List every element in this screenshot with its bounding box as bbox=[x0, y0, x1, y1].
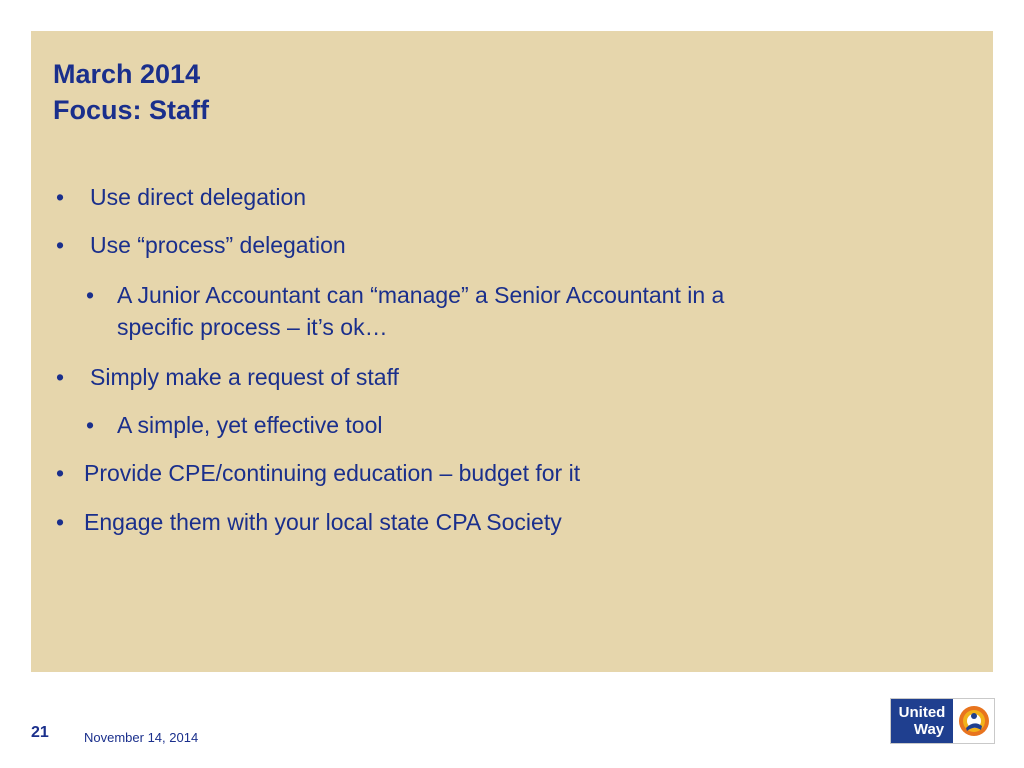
bullet-item: Use direct delegation bbox=[90, 184, 307, 210]
sub-bullet-item: A simple, yet effective tool bbox=[117, 412, 383, 438]
bullet-marker: • bbox=[56, 460, 65, 486]
title-line-1: March 2014 bbox=[53, 59, 201, 89]
bullet-marker: • bbox=[56, 364, 65, 390]
sub-bullet-item: A Junior Accountant can “manage” a Senior Accountant in a bbox=[117, 282, 725, 308]
title-line-2: Focus: Staff bbox=[53, 95, 210, 125]
bullet-marker: • bbox=[56, 184, 65, 210]
logo-line-1: United bbox=[898, 704, 946, 721]
slide-number: 21 bbox=[31, 724, 49, 741]
sub-bullet-item-continued: specific process – it’s ok… bbox=[117, 314, 388, 340]
bullet-marker: • bbox=[56, 232, 65, 258]
sub-bullet-marker: • bbox=[86, 412, 95, 438]
bullet-item: Use “process” delegation bbox=[90, 232, 346, 258]
bullet-item: Engage them with your local state CPA Society bbox=[84, 509, 562, 535]
hand-rainbow-icon bbox=[953, 699, 994, 743]
sub-bullet-marker: • bbox=[86, 282, 95, 308]
logo-line-2: Way bbox=[913, 721, 945, 738]
logo-wordmark bbox=[891, 699, 953, 743]
footer-date: November 14, 2014 bbox=[84, 730, 199, 745]
bullet-marker: • bbox=[56, 509, 65, 535]
bullet-item: Provide CPE/continuing education – budget for it bbox=[84, 460, 581, 486]
bullet-item: Simply make a request of staff bbox=[90, 364, 399, 390]
united-way-logo bbox=[890, 698, 995, 744]
